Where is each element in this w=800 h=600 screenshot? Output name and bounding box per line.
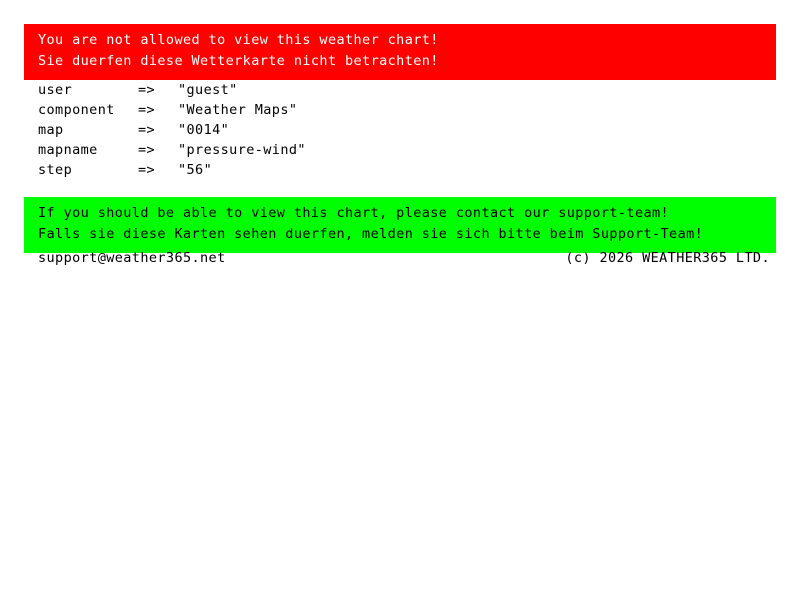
param-arrow-icon: => xyxy=(138,102,156,118)
error-banner-line-de: Sie duerfen diese Wetterkarte nicht betrachten! xyxy=(38,53,439,69)
error-banner-line-en: You are not allowed to view this weather chart! xyxy=(38,32,439,48)
param-value-mapname: "pressure-wind" xyxy=(178,142,306,158)
param-arrow-icon: => xyxy=(138,122,156,138)
info-banner-line-en: If you should be able to view this chart, please contact our support-team! xyxy=(38,205,670,221)
param-key-step: step xyxy=(38,162,73,178)
table-row xyxy=(38,80,306,100)
param-key-component: component xyxy=(38,102,115,118)
table-row xyxy=(38,100,306,120)
table-row xyxy=(38,120,306,140)
param-key-map: map xyxy=(38,122,64,138)
error-banner xyxy=(24,24,776,80)
footer xyxy=(38,250,770,266)
info-banner xyxy=(24,197,776,253)
support-email-link[interactable]: support@weather365.net xyxy=(38,250,226,266)
parameter-table xyxy=(38,80,306,180)
param-value-user: "guest" xyxy=(178,82,238,98)
copyright-text: (c) 2026 WEATHER365 LTD. xyxy=(565,250,770,266)
param-value-step: "56" xyxy=(178,162,213,178)
info-banner-line-de: Falls sie diese Karten sehen duerfen, melden sie sich bitte beim Support-Team! xyxy=(38,226,704,242)
param-arrow-icon: => xyxy=(138,82,156,98)
table-row xyxy=(38,140,306,160)
param-value-component: "Weather Maps" xyxy=(178,102,298,118)
param-value-map: "0014" xyxy=(178,122,230,138)
param-key-user: user xyxy=(38,82,73,98)
table-row xyxy=(38,160,306,180)
param-arrow-icon: => xyxy=(138,142,156,158)
param-arrow-icon: => xyxy=(138,162,156,178)
param-key-mapname: mapname xyxy=(38,142,98,158)
